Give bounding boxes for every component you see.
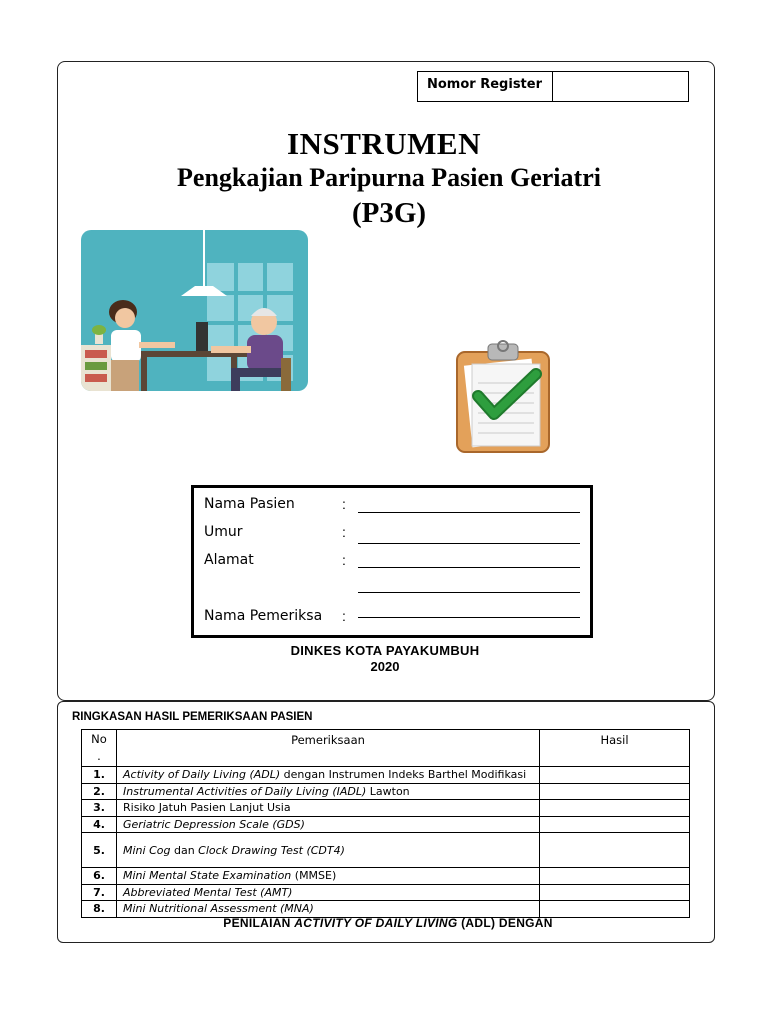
clipboard-check-icon bbox=[448, 338, 558, 456]
patient-info-form bbox=[191, 485, 593, 638]
examiner-label: Nama Pemeriksa bbox=[204, 608, 323, 624]
colon: : bbox=[342, 524, 346, 540]
exam-italic-text: Activity of Daily Living (ADL) bbox=[123, 768, 281, 782]
table-header-row bbox=[82, 730, 690, 767]
address-label: Alamat bbox=[204, 552, 254, 568]
adl-heading-pre: PENILAIAN bbox=[223, 916, 295, 930]
examiner-field[interactable] bbox=[358, 617, 580, 618]
age-field[interactable] bbox=[358, 543, 580, 544]
exam-italic-text: Abbreviated Mental Test (AMT) bbox=[123, 885, 293, 899]
exam-italic-text: Clock Drawing Test (CDT4) bbox=[198, 843, 345, 857]
colon: : bbox=[342, 496, 346, 512]
table-row bbox=[82, 783, 690, 800]
adl-section-heading bbox=[0, 916, 768, 930]
exam-plain-text: dan bbox=[170, 843, 199, 857]
exam-plain-text: Risiko Jatuh Pasien Lanjut Usia bbox=[123, 801, 291, 815]
table-row bbox=[82, 884, 690, 901]
table-row bbox=[82, 800, 690, 817]
row-exam bbox=[117, 868, 540, 885]
colon: : bbox=[342, 608, 346, 624]
exam-plain-text: dengan Instrumen Indeks Barthel Modifikasi bbox=[280, 768, 527, 782]
doctor-patient-illustration bbox=[81, 230, 308, 391]
organization-name: DINKES KOTA PAYAKUMBUH bbox=[290, 643, 480, 658]
row-number: 2. bbox=[82, 783, 117, 800]
row-result-field[interactable] bbox=[540, 816, 690, 833]
document-subtitle: Pengkajian Paripurna Pasien Geriatri bbox=[177, 163, 601, 192]
summary-table bbox=[81, 729, 690, 918]
row-result-field[interactable] bbox=[540, 868, 690, 885]
row-number: 6. bbox=[82, 868, 117, 885]
row-number: 5. bbox=[82, 833, 117, 868]
row-number: 4. bbox=[82, 816, 117, 833]
exam-italic-text: Geriatric Depression Scale (GDS) bbox=[123, 817, 305, 831]
row-number: 8. bbox=[82, 901, 117, 918]
row-result-field[interactable] bbox=[540, 783, 690, 800]
header-no: No . bbox=[82, 730, 117, 767]
adl-heading-italic: ACTIVITY OF DAILY LIVING bbox=[294, 916, 458, 930]
table-row bbox=[82, 816, 690, 833]
age-label: Umur bbox=[204, 524, 243, 540]
row-number: 1. bbox=[82, 767, 117, 784]
exam-italic-text: Mini Cog bbox=[123, 843, 171, 857]
row-exam bbox=[117, 816, 540, 833]
row-result-field[interactable] bbox=[540, 800, 690, 817]
register-value-field[interactable] bbox=[554, 72, 688, 101]
row-result-field[interactable] bbox=[540, 884, 690, 901]
colon: : bbox=[342, 552, 346, 568]
header-result: Hasil bbox=[540, 730, 690, 767]
patient-name-field[interactable] bbox=[358, 512, 580, 513]
row-exam bbox=[117, 800, 540, 817]
exam-italic-text: Mini Nutritional Assessment (MNA) bbox=[123, 902, 314, 916]
row-exam bbox=[117, 833, 540, 868]
table-row bbox=[82, 833, 690, 868]
table-row bbox=[82, 767, 690, 784]
exam-plain-text: (MMSE) bbox=[291, 869, 337, 883]
exam-italic-text: Instrumental Activities of Daily Living (IADL) bbox=[123, 784, 367, 798]
adl-heading-post: (ADL) DENGAN bbox=[457, 916, 553, 930]
register-box bbox=[417, 71, 689, 102]
table-row bbox=[82, 868, 690, 885]
document-acronym: (P3G) bbox=[351, 197, 427, 229]
row-result-field[interactable] bbox=[540, 767, 690, 784]
table-row bbox=[82, 901, 690, 918]
row-exam bbox=[117, 783, 540, 800]
exam-italic-text: Mini Mental State Examination bbox=[123, 869, 292, 883]
address-field[interactable] bbox=[358, 567, 580, 568]
patient-name-label: Nama Pasien bbox=[204, 496, 295, 512]
document-year: 2020 bbox=[370, 659, 400, 674]
row-exam bbox=[117, 767, 540, 784]
address-field-line2[interactable] bbox=[358, 592, 580, 593]
row-result-field[interactable] bbox=[540, 901, 690, 918]
row-number: 7. bbox=[82, 884, 117, 901]
row-exam bbox=[117, 884, 540, 901]
register-label: Nomor Register bbox=[418, 72, 553, 101]
exam-plain-text: Lawton bbox=[366, 784, 410, 798]
summary-title: RINGKASAN HASIL PEMERIKSAAN PASIEN bbox=[72, 711, 313, 723]
row-number: 3. bbox=[82, 800, 117, 817]
row-exam bbox=[117, 901, 540, 918]
header-exam: Pemeriksaan bbox=[117, 730, 540, 767]
row-result-field[interactable] bbox=[540, 833, 690, 868]
document-title: INSTRUMEN bbox=[287, 126, 481, 161]
